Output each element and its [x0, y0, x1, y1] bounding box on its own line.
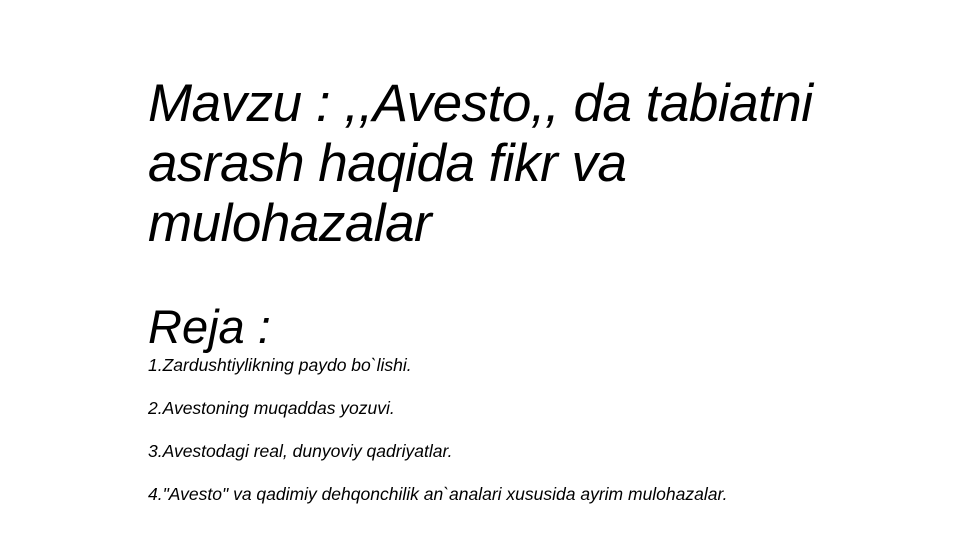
slide-title-line-3: mulohazalar: [148, 194, 432, 253]
reja-list: [148, 356, 728, 528]
reja-list-item-2: 2.Avestoning muqaddas yozuvi.: [148, 398, 395, 418]
slide-title: [148, 74, 813, 254]
slide-title-line-2: asrash haqida fikr va: [148, 134, 627, 193]
reja-list-item-1: 1.Zardushtiylikning paydo bo`lishi.: [148, 355, 412, 375]
slide-title-line-1: Mavzu : ,,Avesto,, da tabiatni: [148, 74, 813, 133]
reja-list-item-4: 4."Avesto" va qadimiy dehqonchilik an`analari xususida ayrim mulohazalar.: [148, 484, 728, 504]
reja-heading: Reja :: [148, 300, 271, 353]
reja-list-item-3: 3.Avestodagi real, dunyoviy qadriyatlar.: [148, 441, 453, 461]
